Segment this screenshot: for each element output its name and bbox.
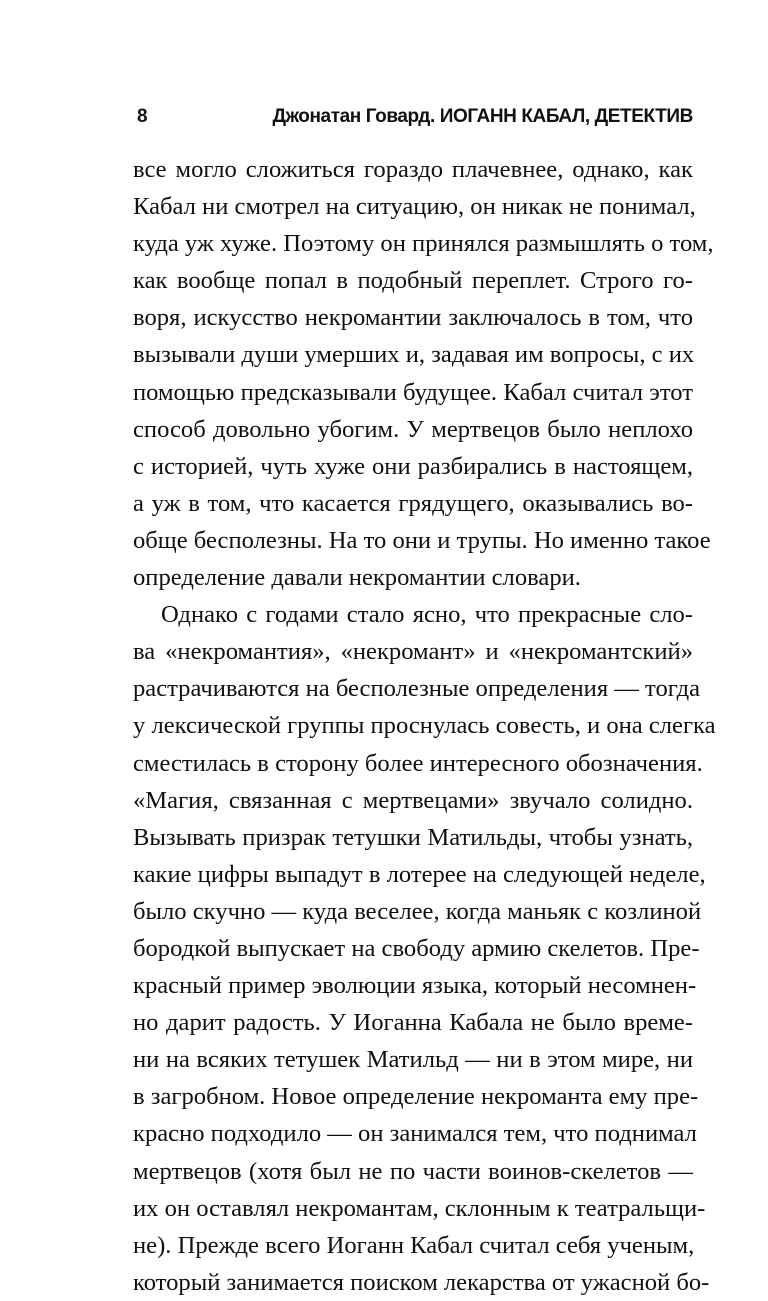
text-line: вызывали души умерших и, задавая им вопросы, с их xyxy=(133,341,695,369)
running-title: Джонатан Говард. ИОГАНН КАБАЛ, ДЕТЕКТИВ xyxy=(272,106,693,127)
text-line: куда уж хуже. Поэтому он принялся размышлять о том, xyxy=(133,230,714,258)
text-line: мертвецов (хотя был не по части воинов-скелетов — xyxy=(133,1157,693,1185)
body-text xyxy=(133,151,716,1301)
text-line: способ довольно убогим. У мертвецов было неплохо xyxy=(133,415,693,443)
text-line: у лексической группы проснулась совесть, и она слегка xyxy=(133,712,716,740)
text-line: все могло сложиться гораздо плачевнее, однако, как xyxy=(133,156,693,183)
text-line: их он оставлял некромантам, склонным к театральщи- xyxy=(133,1194,706,1222)
text-line: бородкой выпускает на свободу армию скелетов. Пре- xyxy=(133,934,700,962)
text-line: с историей, чуть хуже они разбирались в настоящем, xyxy=(133,452,693,480)
text-line: Вызывать призрак тетушки Матильды, чтобы узнать, xyxy=(133,823,693,851)
text-line: воря, искусство некромантии заключалось в том, что xyxy=(133,304,693,332)
paragraph-end-line: определение давали некромантии словари. xyxy=(133,564,581,592)
text-line: «Магия, связанная с мертвецами» звучало солидно. xyxy=(133,786,693,814)
text-line: в загробном. Новое определение некроманта ему пре- xyxy=(133,1083,699,1111)
running-head xyxy=(133,102,693,132)
text-line: ва «некромантия», «некромант» и «некромантский» xyxy=(133,638,693,666)
text-line: обще бесполезны. На то они и трупы. Но именно такое xyxy=(133,526,711,554)
text-line: растрачиваются на бесполезные определения — тогда xyxy=(133,675,701,703)
page-number: 8 xyxy=(137,106,148,127)
text-line: как вообще попал в подобный переплет. Строго го- xyxy=(133,267,693,295)
text-line: а уж в том, что касается грядущего, оказывались во- xyxy=(133,489,693,517)
text-line: было скучно — куда веселее, когда маньяк с козлиной xyxy=(133,897,702,925)
text-line: Кабал ни смотрел на ситуацию, он никак не понимал, xyxy=(133,193,696,221)
text-line: ни на всяких тетушек Матильд — ни в этом мире, ни xyxy=(133,1046,693,1074)
text-line: сместилась в сторону более интересного обозначения. xyxy=(133,749,703,777)
text-line: красно подходило — он занимался тем, что поднимал xyxy=(133,1120,697,1148)
text-line: какие цифры выпадут в лотерее на следующей неделе, xyxy=(133,860,706,888)
text-line: но дарит радость. У Иоганна Кабала не было време- xyxy=(133,1009,693,1037)
text-line: помощью предсказывали будущее. Кабал считал этот xyxy=(133,378,693,406)
text-line: не). Прежде всего Иоганн Кабал считал себя ученым, xyxy=(133,1231,695,1259)
text-line: красный пример эволюции языка, который несомнен- xyxy=(133,972,697,1000)
text-line: который занимается поиском лекарства от ужасной бо- xyxy=(133,1268,710,1296)
paragraph-first-line: Однако с годами стало ясно, что прекрасные сло- xyxy=(161,601,693,629)
